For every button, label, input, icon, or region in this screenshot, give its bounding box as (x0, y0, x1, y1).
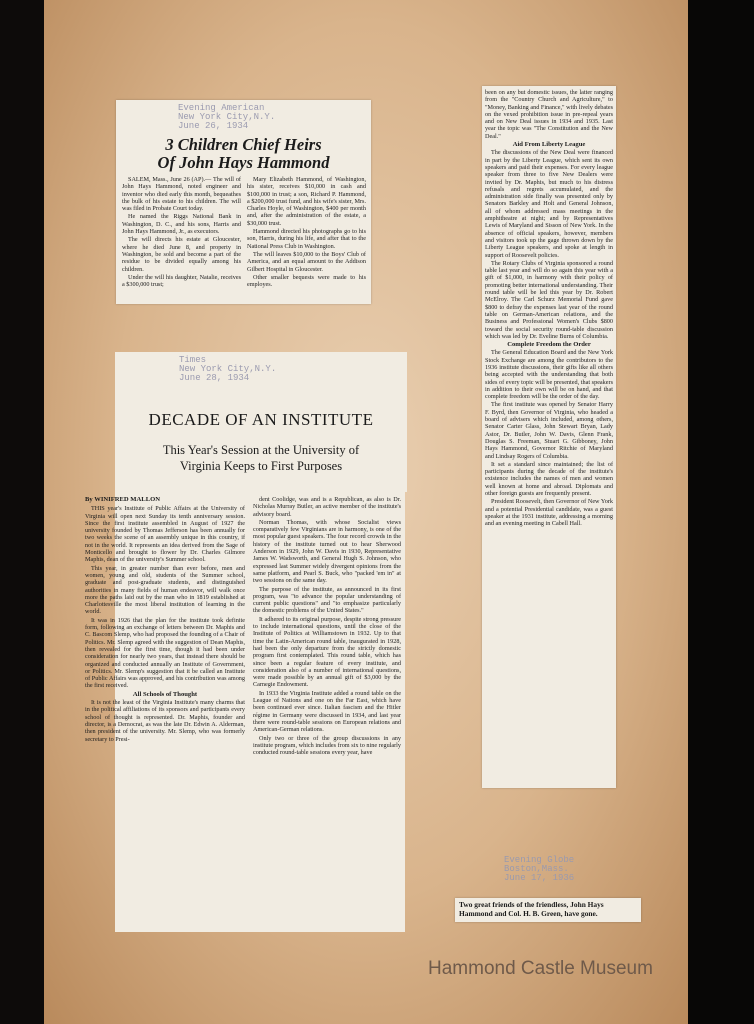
clipping-institute-continued (482, 86, 616, 788)
clipping-caption (455, 898, 641, 922)
paragraph: Norman Thomas, with whose Socialist views comparatively few Virginians are in harmony, is one of the most popular guest speakers. The four record crowds in the history of the institute turned out to hear Sherwood Anderson in 1929, John W. Davis in 1930, Representative James W. Wadsworth, and General Hugh S. Johnson, who expressed last Summer widely divergent opinions from the same platform, and Pearl S. Buck, who "packed 'em in" at two sessions on the same day. (253, 518, 401, 585)
paragraph: The purpose of the institute, as announced in its first program, was "to advance the popular understanding of current public questions" and "to emphasize particularly the domestic problems of the United States." (253, 585, 401, 615)
headline: DECADE OF AN INSTITUTE (148, 410, 374, 429)
stamp-line: Times (179, 355, 207, 365)
paragraph: Other smaller bequests were made to his employes. (247, 273, 366, 289)
paragraph: The first institute was opened by Senator Harry F. Byrd, then Governor of Virginia, who headed a board of advisers which included, among others, Senator Carter Glass, John Stewart Bryan, Lady Astor, Dr. Butler, John W. Davis, Glenn Frank, Douglas S. Freeman, Stuart G. Gibboney, John Hays Hammond, Governor Ritchie of Maryland and Lindsay Rogers of Columbia. (485, 401, 613, 460)
article-column-1 (85, 496, 245, 928)
article-column (485, 89, 613, 785)
date-stamp (179, 356, 276, 383)
paragraph: been on any but domestic issues, the latter ranging from the "Country Church and Agriculture," to "Money, Banking and Finance," with lively debates on the vexed prohibition issue in pre-repeal years and on New Deal issues in 1934 and 1935. Last year the topic was "The Constitution and the New Deal." (485, 89, 613, 140)
date-stamp (504, 856, 574, 883)
paragraph: President Roosevelt, then Governor of New York and a potential Presidential candidate, was a guest speaker at the 1931 institute, addressing a morning and an evening meeting in Cabell Hall. (485, 498, 613, 528)
paragraph: It was in 1926 that the plan for the institute took definite form, following an exchange of letters between Dr. Maphis and C. Bascom Slemp, who had proposed the founding of a Chair of Politics. Mr. Slemp agreed with the suggestion of Dean Maphis, then revealed for the first time, though it had been under consideration for nearly two years, that instead there should be organized and conducted annually an Institute of Government, or Politics. Mr. Slemp's suggestion that it be called an Institute of Public Affairs was approved, and his contribution was among the first received. (85, 616, 245, 690)
subheadline-line-2: Virginia Keeps to First Purposes (179, 459, 343, 473)
paragraph: SALEM, Mass., June 26 (AP).— The will of John Hays Hammond, noted engineer and inventor who died early this month, bequeathes the bulk of his estate to his children. The will was filed in Probate Court today. (122, 176, 241, 213)
headline-line-1: 3 Children Chief Heirs (165, 135, 322, 154)
subheadline-line-1: This Year's Session at the University of (162, 443, 360, 457)
section-subhead: Aid From Liberty League (512, 141, 586, 149)
stamp-line: Evening American (178, 103, 265, 113)
clipping-globe-stamp (490, 852, 618, 898)
stamp-line: June 17, 1936 (504, 873, 575, 883)
clipping-decade-institute (85, 352, 407, 932)
paragraph: It is not the least of the Virginia Institute's many charms that in the political affiliations of its sponsors and participants every school of thought is represented. Dr. Maphis, founder and director, is a Democrat, as was the late Dr. Edwin A. Alderman, then president of the university. Mr. Slemp, who was formerly secretary to Presi- (85, 699, 245, 743)
museum-watermark: Hammond Castle Museum (428, 958, 653, 979)
stamp-line: June 26, 1934 (178, 121, 249, 131)
article-column-2 (253, 496, 401, 928)
article-column-2 (247, 176, 366, 302)
paragraph: Mary Elizabeth Hammond, of Washington, his sister, receives $10,000 in cash and $100,000 in trust; a son, Richard P. Hammond, a $200,000 trust fund, and his wife's sister, Mrs. Charles Hoyle, of Washington, $400 per month and, after the administration of the estate, a $30,000 trust. (247, 176, 366, 227)
subheadline (115, 442, 407, 474)
article-column-1 (122, 176, 241, 302)
clipping-hammond-heirs (116, 100, 371, 304)
paragraph: In 1933 the Virginia Institute added a round table on the League of Nations and one on the Far East, which have been continued ever since. Italian fascism and the Hitler régime in Germany were discussed in 1934, and last year there were round-table sessions on European relations and American-German relations. (253, 689, 401, 734)
date-stamp (178, 104, 275, 131)
paragraph: The will leaves $10,000 to the Boys' Club of America, and an equal amount to the Addison Gilbert Hospital in Gloucester. (247, 250, 366, 273)
paragraph: It set a standard since maintained; the list of participants during the decade of the institute's existence includes the names of men and women well known at home and abroad. Diplomats and other foreign guests are frequently present. (485, 460, 613, 498)
paragraph: The will directs his estate at Gloucester, where he died June 8, and property in Washington, be sold and become a part of the residue to be divided equally among his children. (122, 236, 241, 273)
headline (116, 136, 371, 172)
stamp-line: Boston,Mass. (504, 864, 569, 874)
paragraph: Only two or three of the group discussions in any institute program, which includes from six to nine regularly conducted round-table sessions every year, have (253, 734, 401, 757)
stamp-line: New York City,N.Y. (179, 364, 277, 374)
paragraph: He named the Riggs National Bank in Washington, D. C., and his sons, Harris and John Hays Hammond, Jr., as executors. (122, 213, 241, 236)
byline: By WINIFRED MALLON (85, 496, 160, 503)
paragraph: The General Education Board and the New York Stock Exchange are among the contributors to the 1936 institute discussions, their gifts like all others being accepted with the understanding that both sides of every topic will be presented, that speakers in addition to their own will be on hand, and that complete freedom will be the order of the day. (485, 349, 613, 401)
stamp-line: New York City,N.Y. (178, 112, 276, 122)
paragraph: The discussions of the New Deal were financed in part by the Liberty League, which sent its own speakers and paid their expenses. For every league speaker from three to five New Dealers were invited by Dr. Maphis, but much to his distress refusals and regrets accumulated, and the administration side finally was presented only by Senators Barkley and Holt and General Johnson, all of whom addressed mass meetings in the amphitheatre at night; and by Representatives Lewis of Maryland and Sisson of New York. In the absence of official speakers, however, members and visitors took up the gage thrown down by the Liberty League speakers, and spoke at length in support of Roosevelt policies. (485, 149, 613, 259)
paragraph: Hammond directed his photographs go to his son, Harris, during his life, and after that to the National Press Club in Washington. (247, 228, 366, 250)
page-shadow (688, 0, 754, 1024)
section-subhead: Complete Freedom the Order (507, 341, 591, 349)
headline-line-2: Of John Hays Hammond (157, 153, 330, 172)
stamp-line: June 28, 1934 (179, 373, 250, 383)
paragraph: This year, in greater number than ever before, men and women, young and old, students of the Summer school, graduate and post-graduate students, and distinguished authorities in many fields of human endeavor, will walk once more the paths laid out by the man who in 1819 established at Charlottesville the most liberal institution of learning in the world. (85, 564, 245, 616)
paragraph: The Rotary Clubs of Virginia sponsored a round table last year and will do so again this year with a gift of $1,000, in harmony with their policy of promoting better international understanding. Their round table will be led this year by Dr. Robert McElroy. The Carl Schurz Memorial Fund gave $800 to defray the expenses last year of the round table on German-American relations, and the Business and Professional Women's Clubs $800 toward the social security round-table discussion which was led by Dr. Eveline Burns of Columbia. (485, 259, 613, 340)
paragraph: THIS year's Institute of Public Affairs at the University of Virginia will open next Sunday its tenth anniversary session. Since the first institute assembled in August of 1927 the university founded by Thomas Jefferson has been annually for two weeks the scene of an assembly unique in this country, if not in the world. It represents an idea derived from the Sage of Monticello and brought to flower by Dr. Charles Gilmore Maphis, dean of the university's Summer school. (85, 505, 245, 564)
paragraph: Under the will his daughter, Natalie, receives a $300,000 trust; (122, 273, 241, 289)
stamp-line: Evening Globe (504, 855, 575, 865)
paragraph: dent Coolidge, was and is a Republican, as also is Dr. Nicholas Murray Butler, an active member of the institute's advisory board. (253, 496, 401, 518)
section-subhead: All Schools of Thought (132, 690, 198, 698)
paragraph: It adhered to its original purpose, despite strong pressure to include international questions, until the close of the Institute of Politics at Williamstown in 1932. Up to that time the Latin-American round table, inaugurated in 1928, had been the only departure from the strictly domestic program first contemplated. This round table, which has since been a regular feature of every institute, and consideration also of a number of international questions, were made possible by an annual gift of $3,000 by the Carnegie Endowment. (253, 615, 401, 689)
caption-text: Two great friends of the friendless, John Hays Hammond and Col. H. B. Green, have gone. (459, 900, 604, 918)
